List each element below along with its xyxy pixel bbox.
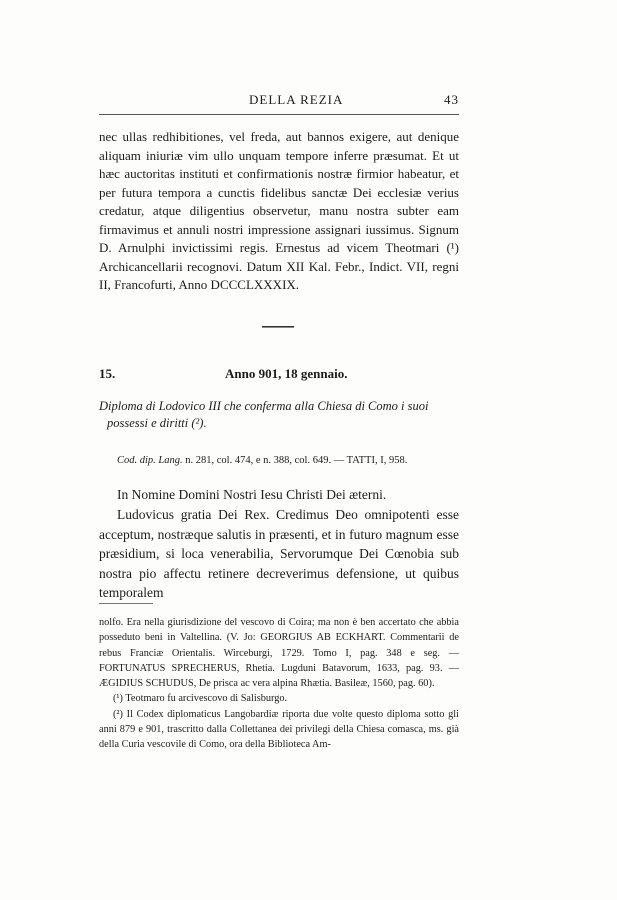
header-rule [99,114,459,115]
footnote-1: (¹) Teotmaro fu arcivescovo di Salisburgo. [113,693,288,705]
summary-line-1: Diploma di Lodovico III che conferma alla Chiesa di Como i suoi [99,399,429,413]
running-title: DELLA REZIA [249,92,344,107]
page-number: 43 [444,92,459,107]
sources-references: n. 281, col. 474, e n. 388, col. 649. — TATTI, I, 958. [182,455,408,466]
summary-line-2: possessi e diritti (²). [107,416,207,430]
document-sources [117,455,462,466]
footnote-2: (²) Il Codex diplomaticus Langobardiæ riporta due volte questo diploma sotto gli anni 879 e 901, trascritto dalla Collettanea dei privilegi della Chiesa comasca, ms. già della Curia vescovile di Como, ora della Biblioteca Am- [99,708,459,751]
footnote-rule [99,603,153,604]
section-separator [262,326,294,328]
sources-codex: Cod. dip. Lang. [117,455,183,466]
invocation-line: In Nomine Domini Nostri Iesu Christi Dei æterni. [117,487,387,502]
footnotes [99,615,459,753]
document-date: Anno 901, 18 gennaio. [225,366,348,381]
body-paragraph-text: Ludovicus gratia Dei Rex. Credimus Deo omnipotenti esse acceptum, nostræque salutis in præsenti, et in futuro magnum esse præsidium, si loca venerabilia, Servorumque Dei Cœnobia sub nostra pio affectu retinere decreverimus defensione, ut quibus temporalem [99,507,459,600]
footnote-continuation: nolfo. Era nella giurisdizione del vescovo di Coira; ma non è ben accertato che abbia posseduto beni in Valtellina. (V. Jo: GEORGIUS AB ECKHART. Commentarii de rebus Franciæ Orientalis. Wirceburgi, 1729. Tomo I, pag. 348 e seg. — FORTUNATUS SPRECHERUS, Rhetia. Lugduni Batavorum, 1633, pag. 93. — ÆGIDIUS SCHUDUS, De prisca ac vera alpina Rhætia. Basileæ, 1560, pag. 60). [99,617,459,690]
body-paragraph-continuation: nec ullas redhibitiones, vel freda, aut bannos exigere, aut denique aliquam iniuriæ vim ullo unquam tempore inferre præsumat. Et ut hæc auctoritas instituti et confirmationis nostræ firmior habeatur, et per futura tempora a cunctis fidelibus sanctæ Dei ecclesiæ verius credatur, atque diligentius observetur, manu nostra subter eam firmavimus et annuli nostri impressione assignari iussimus. Signum D. Arnulphi invictissimi regis. Ernestus ad vicem Theotmari (¹) Archicancellarii recognovi. Datum XII Kal. Febr., Indict. VII, regni II, Francofurti, Anno DCCCLXXXIX. [99,129,459,292]
document-summary [99,398,461,432]
document-number: 15. [99,366,116,381]
body-paragraph [99,505,459,603]
running-header [99,92,459,112]
